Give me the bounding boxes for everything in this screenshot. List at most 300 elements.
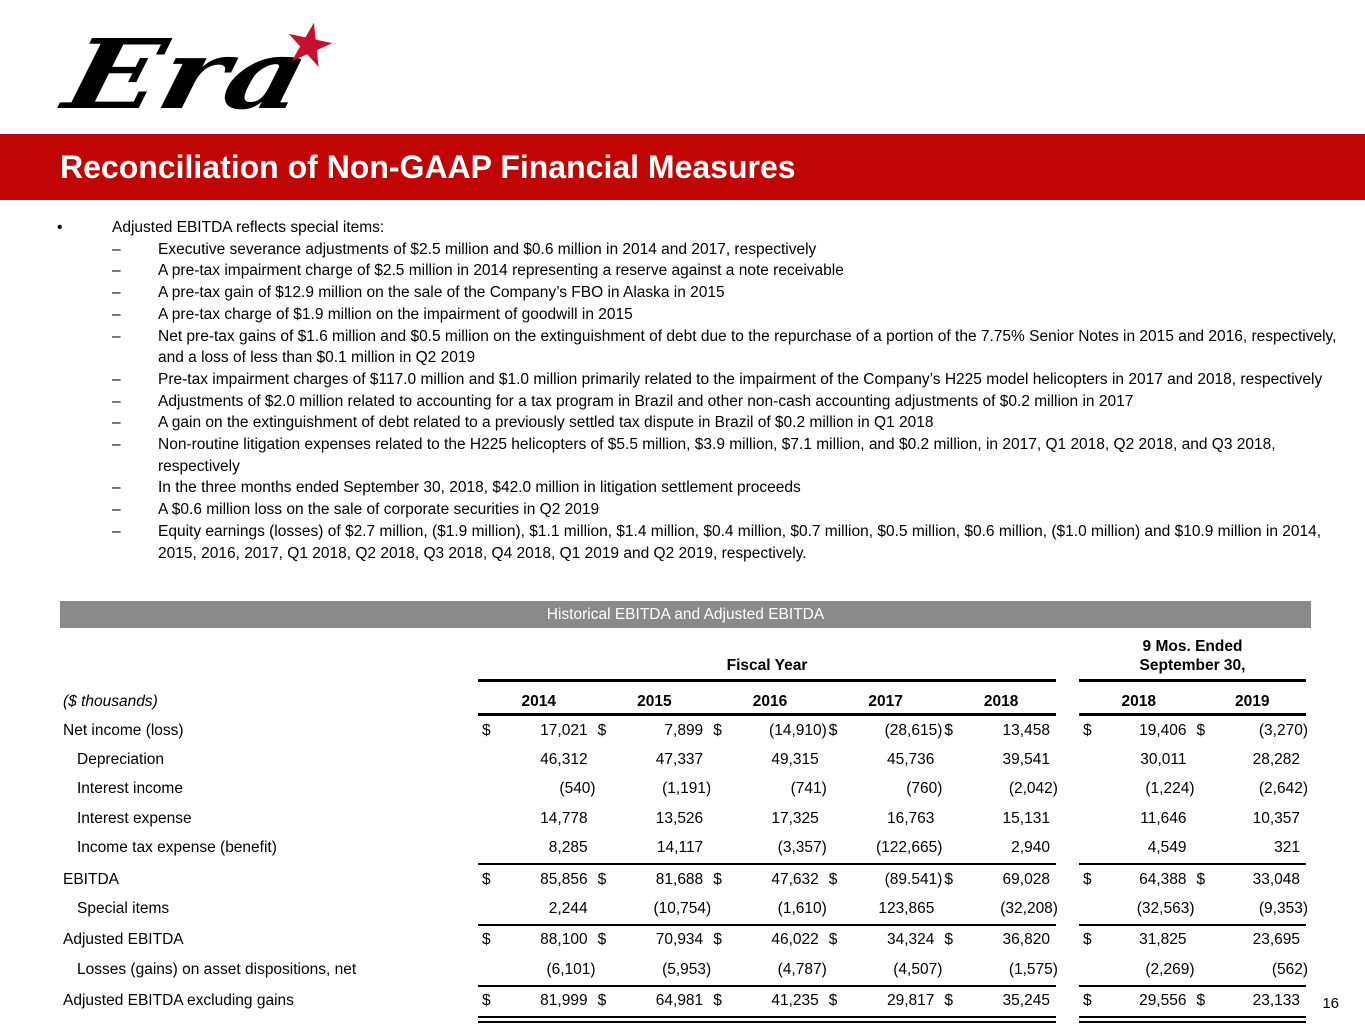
dollar-sign bbox=[598, 780, 610, 798]
cell-value: 23,695 bbox=[1252, 931, 1300, 949]
cell-value: 64,388 bbox=[1139, 870, 1187, 888]
dollar-sign: $ bbox=[1083, 992, 1092, 1010]
dash-marker: – bbox=[112, 414, 121, 432]
bullet-marker: • bbox=[57, 219, 63, 236]
dollar-sign: $ bbox=[828, 870, 838, 888]
table-cell bbox=[478, 780, 594, 798]
cell-value: (28,615) bbox=[884, 721, 943, 739]
table-row bbox=[60, 804, 1311, 833]
table-cell bbox=[1079, 810, 1193, 828]
bullet-item bbox=[112, 282, 1360, 304]
dollar-sign bbox=[482, 780, 494, 798]
table-cell bbox=[709, 931, 825, 949]
cell-value: 4,549 bbox=[1147, 839, 1187, 857]
cell-value: (3,270) bbox=[1258, 721, 1308, 739]
cell-value: (2,269) bbox=[1145, 960, 1195, 978]
dollar-sign bbox=[1083, 751, 1095, 769]
dollar-sign bbox=[482, 839, 494, 857]
nine-months-header bbox=[1079, 637, 1306, 675]
bullet-text: A pre-tax impairment charge of $2.5 million in 2014 representing a reserve against a note receivable bbox=[158, 262, 844, 280]
table-cell bbox=[594, 961, 710, 979]
cell-value: (2,042) bbox=[1008, 780, 1058, 798]
table-rule bbox=[60, 863, 1311, 865]
nine-months-header-line1: 9 Mos. Ended bbox=[1142, 638, 1243, 655]
table-cell bbox=[709, 871, 825, 889]
cell-value: 29,817 bbox=[886, 992, 935, 1010]
table-cell bbox=[825, 839, 941, 857]
header-rule bbox=[60, 679, 1311, 682]
dollar-sign bbox=[598, 839, 610, 857]
table-cell bbox=[940, 931, 1056, 949]
table-cell bbox=[478, 751, 594, 769]
cell-value: 8,285 bbox=[548, 839, 588, 857]
cell-value: 30,011 bbox=[1140, 751, 1187, 769]
cell-value: (9,353) bbox=[1258, 900, 1308, 918]
cell-value: (760) bbox=[906, 780, 943, 798]
table-row bbox=[60, 834, 1311, 863]
table-cell bbox=[1079, 722, 1193, 740]
table-cell bbox=[709, 900, 825, 918]
dash-marker: – bbox=[112, 284, 121, 302]
cell-value: 19,406 bbox=[1139, 721, 1187, 739]
cell-value: (6,101) bbox=[546, 960, 596, 978]
year-column-header: 2017 bbox=[868, 693, 903, 710]
cell-value: 31,825 bbox=[1139, 931, 1187, 949]
bullet-section bbox=[0, 217, 1360, 564]
cell-value: 321 bbox=[1274, 839, 1300, 857]
table-cell bbox=[1079, 931, 1193, 949]
dash-marker: – bbox=[112, 392, 121, 410]
dollar-sign bbox=[944, 900, 956, 918]
table-cell bbox=[709, 961, 825, 979]
cell-value: 17,325 bbox=[771, 809, 819, 827]
cell-value: (1,575) bbox=[1008, 960, 1058, 978]
bullet-item bbox=[112, 434, 1360, 477]
cell-value: 14,117 bbox=[656, 839, 704, 857]
table-row bbox=[60, 955, 1311, 984]
table-cell bbox=[1193, 900, 1307, 918]
table-cell bbox=[825, 992, 941, 1010]
cell-value: 33,048 bbox=[1252, 870, 1300, 888]
dollar-sign bbox=[829, 839, 841, 857]
cell-value: 28,282 bbox=[1252, 751, 1300, 769]
table-cell bbox=[478, 900, 594, 918]
table-cell bbox=[709, 751, 825, 769]
units-label: ($ thousands) bbox=[63, 693, 158, 710]
cell-value: 10,357 bbox=[1252, 809, 1300, 827]
table-cell bbox=[594, 722, 710, 740]
dash-marker: – bbox=[112, 501, 121, 519]
bullet-text: Net pre-tax gains of $1.6 million and $0.5 million on the extinguishment of debt due to the repurchase of a portion of the 7.75% Senior Notes in 2015 and 2016, respectively, and a loss of less than $0.1 million in Q2 2019 bbox=[158, 327, 1337, 367]
table-cell bbox=[1079, 780, 1193, 798]
cell-value: 29,556 bbox=[1139, 992, 1187, 1010]
table-cell bbox=[1193, 931, 1307, 949]
header-rule bbox=[60, 713, 1311, 716]
dollar-sign bbox=[1197, 780, 1209, 798]
cell-value: (4,787) bbox=[777, 960, 827, 978]
table-row bbox=[60, 716, 1311, 745]
dash-marker: – bbox=[112, 327, 121, 345]
cell-value: 46,312 bbox=[540, 751, 588, 769]
cell-value: (2,642) bbox=[1258, 780, 1308, 798]
era-logo bbox=[46, 12, 356, 134]
dollar-sign bbox=[482, 751, 494, 769]
table-row bbox=[60, 865, 1311, 894]
table-row bbox=[60, 745, 1311, 774]
table-cell bbox=[1079, 992, 1193, 1010]
dollar-sign: $ bbox=[944, 992, 953, 1010]
dollar-sign bbox=[829, 780, 841, 798]
table-caption: Historical EBITDA and Adjusted EBITDA bbox=[60, 601, 1311, 628]
cell-value: 81,999 bbox=[540, 992, 588, 1010]
table-row bbox=[60, 926, 1311, 955]
cell-value: 123,865 bbox=[878, 900, 935, 918]
cell-value: 39,541 bbox=[1002, 751, 1050, 769]
cell-value: 81,688 bbox=[655, 870, 704, 888]
dollar-sign bbox=[598, 751, 610, 769]
year-column-header: 2019 bbox=[1235, 693, 1270, 710]
table-cell bbox=[825, 871, 941, 889]
table-cell bbox=[709, 992, 825, 1010]
dollar-sign bbox=[1197, 810, 1209, 828]
row-label: Losses (gains) on asset dispositions, net bbox=[77, 960, 357, 978]
cell-value: 7,899 bbox=[664, 721, 704, 739]
table-body bbox=[60, 716, 1311, 1023]
dollar-sign: $ bbox=[828, 992, 838, 1010]
cell-value: (122,665) bbox=[876, 839, 943, 857]
dollar-sign: $ bbox=[1083, 931, 1092, 949]
dollar-sign bbox=[1197, 839, 1209, 857]
year-column-header: 2018 bbox=[983, 693, 1019, 710]
cell-value: 69,028 bbox=[1002, 870, 1050, 888]
table-row bbox=[60, 894, 1311, 923]
year-column-header: 2018 bbox=[1121, 693, 1156, 710]
dollar-sign: $ bbox=[482, 870, 491, 888]
dollar-sign: $ bbox=[1083, 870, 1092, 888]
cell-value: (14,910) bbox=[769, 721, 827, 739]
table-cell bbox=[825, 722, 941, 740]
table-cell bbox=[825, 961, 941, 979]
dollar-sign: $ bbox=[482, 721, 491, 739]
dollar-sign bbox=[829, 751, 841, 769]
cell-value: (741) bbox=[790, 780, 827, 798]
bullet-item bbox=[112, 477, 1360, 499]
cell-value: (540) bbox=[559, 780, 596, 798]
bullet-text: Non-routine litigation expenses related to the H225 helicopters of $5.5 million, $3.9 million, $7.1 million, and $0.2 million, in 2017, Q1 2018, Q2 2018, and Q3 2018, respectively bbox=[158, 436, 1276, 475]
row-label: Net income (loss) bbox=[63, 721, 184, 739]
table-cell bbox=[709, 722, 825, 740]
dollar-sign bbox=[1083, 780, 1095, 798]
dash-marker: – bbox=[112, 262, 121, 280]
dollar-sign: $ bbox=[713, 870, 722, 888]
cell-value: 35,245 bbox=[1002, 992, 1050, 1010]
row-label: Depreciation bbox=[77, 751, 165, 769]
cell-value: 47,337 bbox=[655, 751, 704, 769]
cell-value: 64,981 bbox=[655, 992, 704, 1010]
bullet-heading-row bbox=[0, 217, 1360, 239]
cell-value: 85,856 bbox=[540, 870, 588, 888]
table-cell bbox=[1079, 751, 1193, 769]
cell-value: 11,646 bbox=[1140, 809, 1187, 827]
dollar-sign bbox=[1197, 900, 1209, 918]
table-cell bbox=[594, 751, 710, 769]
dollar-sign: $ bbox=[597, 992, 607, 1010]
nine-months-header-line2: September 30, bbox=[1139, 657, 1246, 674]
dollar-sign: $ bbox=[482, 992, 491, 1010]
table-cell bbox=[1193, 722, 1307, 740]
table-cell bbox=[1079, 961, 1193, 979]
table-cell bbox=[940, 900, 1056, 918]
bullet-text: A gain on the extinguishment of debt related to a previously settled tax dispute in Brazil of $0.2 million in Q1 2018 bbox=[158, 414, 934, 432]
dollar-sign: $ bbox=[597, 721, 607, 739]
cell-value: 15,131 bbox=[1002, 809, 1050, 827]
table-cell bbox=[478, 839, 594, 857]
bullet-text: In the three months ended September 30, 2018, $42.0 million in litigation settlement proceeds bbox=[158, 479, 801, 497]
table-cell bbox=[594, 992, 710, 1010]
table-cell bbox=[940, 839, 1056, 857]
table-cell bbox=[1079, 900, 1193, 918]
cell-value: (562) bbox=[1271, 960, 1308, 978]
dollar-sign bbox=[713, 900, 725, 918]
dollar-sign: $ bbox=[944, 870, 953, 888]
table-rule bbox=[60, 985, 1311, 987]
dollar-sign bbox=[1083, 810, 1095, 828]
dollar-sign: $ bbox=[1083, 721, 1092, 739]
cell-value: 88,100 bbox=[540, 931, 588, 949]
dollar-sign: $ bbox=[1196, 992, 1206, 1010]
cell-value: 46,022 bbox=[771, 931, 819, 949]
table-cell bbox=[478, 992, 594, 1010]
cell-value: 70,934 bbox=[655, 931, 704, 949]
year-column-header: 2016 bbox=[752, 693, 788, 710]
cell-value: 41,235 bbox=[771, 992, 819, 1010]
table-cell bbox=[1193, 961, 1307, 979]
row-label: Income tax expense (benefit) bbox=[77, 839, 277, 857]
table-cell bbox=[594, 900, 710, 918]
cell-value: 14,778 bbox=[540, 809, 588, 827]
bullet-text: Equity earnings (losses) of $2.7 million, ($1.9 million), $1.1 million, $1.4 million, $0.4 million, $0.7 million, $0.5 million, $0.6 million, ($1.0 million) and $10.9 million in 2014, 2015, 2016, 2017, Q1 2018, Q2 2018, Q3 2018, Q4 2018, Q1 2019 and Q2 2019, respectively. bbox=[158, 522, 1322, 562]
cell-value: (32,563) bbox=[1136, 900, 1195, 918]
fiscal-year-header: Fiscal Year bbox=[726, 657, 808, 674]
dash-marker: – bbox=[112, 305, 121, 323]
bullet-item bbox=[112, 521, 1360, 564]
dollar-sign: $ bbox=[828, 721, 838, 739]
table-cell bbox=[1193, 780, 1307, 798]
row-label: Special items bbox=[77, 900, 170, 918]
table-cell bbox=[940, 871, 1056, 889]
cell-value: (4,507) bbox=[893, 960, 943, 978]
table-cell bbox=[940, 992, 1056, 1010]
table-cell bbox=[940, 780, 1056, 798]
bullet-item bbox=[112, 391, 1360, 413]
table-group-header-row bbox=[60, 637, 1311, 675]
dollar-sign bbox=[1083, 961, 1095, 979]
dollar-sign bbox=[829, 961, 841, 979]
year-column-header: 2014 bbox=[521, 693, 557, 710]
dollar-sign bbox=[713, 839, 725, 857]
era-logo-graphic bbox=[46, 12, 356, 134]
cell-value: 36,820 bbox=[1002, 931, 1050, 949]
table-cell bbox=[594, 839, 710, 857]
cell-value: 17,021 bbox=[540, 721, 588, 739]
table-rule bbox=[60, 1016, 1311, 1023]
dash-marker: – bbox=[112, 370, 121, 388]
table-row bbox=[60, 775, 1311, 804]
ebitda-table bbox=[60, 601, 1311, 1023]
row-label: Interest expense bbox=[77, 809, 192, 827]
dollar-sign: $ bbox=[828, 931, 838, 949]
dollar-sign bbox=[482, 961, 494, 979]
cell-value: (1,224) bbox=[1145, 780, 1195, 798]
dollar-sign: $ bbox=[482, 931, 491, 949]
table-cell bbox=[709, 839, 825, 857]
dollar-sign bbox=[1197, 961, 1209, 979]
table-cell bbox=[940, 751, 1056, 769]
table-cell bbox=[594, 931, 710, 949]
cell-value: 45,736 bbox=[886, 751, 935, 769]
table-cell bbox=[825, 931, 941, 949]
title-banner bbox=[0, 134, 1365, 200]
table-cell bbox=[594, 810, 710, 828]
year-column-header: 2015 bbox=[637, 693, 672, 710]
bullet-item bbox=[112, 260, 1360, 282]
era-logo-text: Era bbox=[54, 17, 269, 131]
cell-value: 2,244 bbox=[548, 900, 588, 918]
dollar-sign bbox=[482, 810, 494, 828]
cell-value: 34,324 bbox=[886, 931, 935, 949]
star-icon: ★ bbox=[277, 12, 342, 82]
cell-value: 16,763 bbox=[886, 809, 935, 827]
dollar-sign bbox=[1083, 900, 1095, 918]
cell-value: (5,953) bbox=[662, 960, 712, 978]
table-cell bbox=[709, 780, 825, 798]
dollar-sign: $ bbox=[944, 931, 953, 949]
dollar-sign bbox=[598, 900, 610, 918]
dollar-sign bbox=[944, 780, 956, 798]
dollar-sign bbox=[829, 900, 841, 918]
table-cell bbox=[825, 780, 941, 798]
bullet-item bbox=[112, 499, 1360, 521]
cell-value: (32,208) bbox=[1000, 900, 1058, 918]
dollar-sign: $ bbox=[1196, 721, 1206, 739]
bullet-sub-list bbox=[0, 239, 1360, 565]
dash-marker: – bbox=[112, 479, 121, 497]
row-label: Adjusted EBITDA bbox=[63, 931, 184, 949]
cell-value: (10,754) bbox=[653, 900, 712, 918]
dollar-sign: $ bbox=[597, 870, 607, 888]
bullet-item bbox=[112, 239, 1360, 261]
dash-marker: – bbox=[112, 522, 121, 540]
table-cell bbox=[478, 931, 594, 949]
dollar-sign: $ bbox=[1196, 870, 1206, 888]
bullet-item bbox=[112, 326, 1360, 369]
table-cell bbox=[1079, 871, 1193, 889]
cell-value: (3,357) bbox=[777, 839, 827, 857]
dollar-sign bbox=[829, 810, 841, 828]
dollar-sign bbox=[713, 810, 725, 828]
dash-marker: – bbox=[112, 436, 121, 454]
bullet-item bbox=[112, 369, 1360, 391]
row-label: Adjusted EBITDA excluding gains bbox=[63, 992, 294, 1010]
table-cell bbox=[1193, 871, 1307, 889]
bullet-text: A $0.6 million loss on the sale of corporate securities in Q2 2019 bbox=[158, 501, 600, 519]
dollar-sign: $ bbox=[713, 931, 722, 949]
cell-value: 23,133 bbox=[1252, 992, 1300, 1010]
bullet-text: A pre-tax charge of $1.9 million on the impairment of goodwill in 2015 bbox=[158, 305, 633, 323]
table-cell bbox=[478, 961, 594, 979]
table-cell bbox=[478, 722, 594, 740]
dollar-sign: $ bbox=[713, 992, 722, 1010]
dollar-sign: $ bbox=[944, 721, 953, 739]
row-label: Interest income bbox=[77, 780, 183, 798]
table-cell bbox=[940, 961, 1056, 979]
cell-value: (1,610) bbox=[777, 900, 827, 918]
bullet-text: Adjustments of $2.0 million related to accounting for a tax program in Brazil and other non-cash accounting adjustments of $0.2 million in 2017 bbox=[158, 392, 1134, 410]
cell-value: 2,940 bbox=[1011, 839, 1050, 857]
bullet-heading: Adjusted EBITDA reflects special items: bbox=[112, 219, 385, 236]
dollar-sign bbox=[713, 780, 725, 798]
table-cell bbox=[594, 780, 710, 798]
cell-value: 49,315 bbox=[771, 751, 819, 769]
dollar-sign bbox=[713, 961, 725, 979]
dollar-sign bbox=[713, 751, 725, 769]
dollar-sign: $ bbox=[597, 931, 607, 949]
dollar-sign bbox=[482, 900, 494, 918]
cell-value: 13,526 bbox=[655, 809, 704, 827]
table-cell bbox=[594, 871, 710, 889]
table-cell bbox=[940, 810, 1056, 828]
cell-value: (89.541) bbox=[884, 870, 943, 888]
table-cell bbox=[1193, 751, 1307, 769]
row-label: EBITDA bbox=[63, 870, 119, 888]
dollar-sign bbox=[598, 810, 610, 828]
dollar-sign bbox=[944, 839, 956, 857]
dollar-sign bbox=[1083, 839, 1095, 857]
bullet-text: Executive severance adjustments of $2.5 million and $0.6 million in 2014 and 2017, respectively bbox=[158, 240, 817, 258]
table-cell bbox=[1193, 810, 1307, 828]
cell-value: 13,458 bbox=[1002, 721, 1050, 739]
table-cell bbox=[825, 900, 941, 918]
dollar-sign bbox=[944, 961, 956, 979]
dollar-sign: $ bbox=[713, 721, 722, 739]
page-number: 16 bbox=[1322, 995, 1339, 1012]
table-cell bbox=[478, 871, 594, 889]
cell-value: (1,191) bbox=[662, 780, 712, 798]
table-cell bbox=[825, 810, 941, 828]
bullet-item bbox=[112, 412, 1360, 434]
table-cell bbox=[1193, 839, 1307, 857]
table-cell bbox=[1079, 839, 1193, 857]
cell-value: 47,632 bbox=[771, 870, 819, 888]
dollar-sign bbox=[1197, 751, 1209, 769]
table-row bbox=[60, 987, 1311, 1016]
table-cell bbox=[940, 722, 1056, 740]
table-cell bbox=[478, 810, 594, 828]
dollar-sign bbox=[598, 961, 610, 979]
table-cell bbox=[825, 751, 941, 769]
dollar-sign bbox=[944, 810, 956, 828]
dollar-sign bbox=[944, 751, 956, 769]
table-rule bbox=[60, 924, 1311, 926]
bullet-item bbox=[112, 304, 1360, 326]
table-cell bbox=[1193, 992, 1307, 1010]
table-cell bbox=[709, 810, 825, 828]
page-title: Reconciliation of Non-GAAP Financial Measures bbox=[60, 148, 796, 185]
dollar-sign bbox=[1197, 931, 1209, 949]
bullet-text: A pre-tax gain of $12.9 million on the sale of the Company’s FBO in Alaska in 2015 bbox=[158, 284, 725, 302]
bullet-text: Pre-tax impairment charges of $117.0 million and $1.0 million primarily related to the impairment of the Company’s H225 model helicopters in 2017 and 2018, respectively bbox=[158, 370, 1323, 388]
dash-marker: – bbox=[112, 240, 121, 258]
